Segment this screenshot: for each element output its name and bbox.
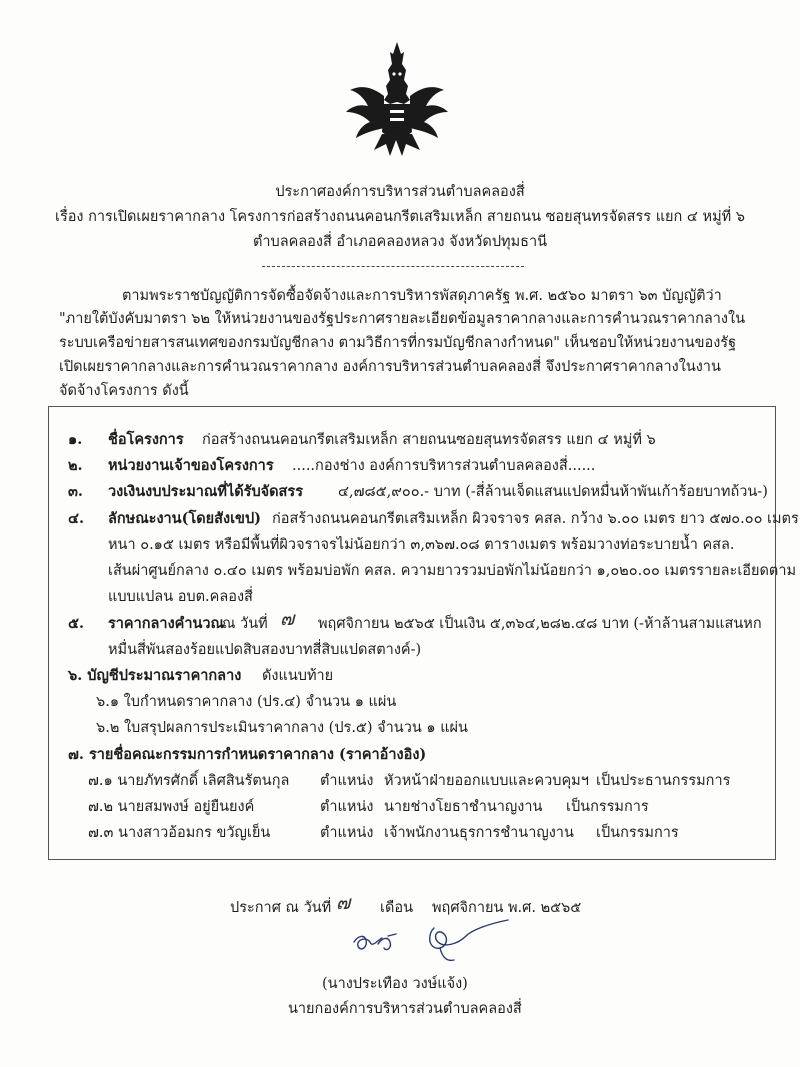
committee-position-label: ตำแหน่ง: [320, 773, 374, 789]
item-number: ๑.: [68, 431, 83, 448]
committee-position-label: ตำแหน่ง: [320, 825, 374, 841]
announce-month-label: เดือน: [380, 900, 413, 916]
project-name-label: ชื่อโครงการ: [108, 431, 184, 448]
garuda-emblem: [338, 40, 456, 160]
estimate-list-label: ๖. บัญชีประมาณราคากลาง: [68, 667, 242, 684]
announcement-title: ประกาศองค์การบริหารส่วนตำบลคลองสี่: [275, 184, 525, 200]
intro-line: ระบบเครือข่ายสารสนเทศของกรมบัญชีกลาง ตามวิธีการที่กรมบัญชีกลางกำหนด" เห็นชอบให้หน่วยงานของรัฐ: [59, 335, 737, 351]
committee-role: เป็นประธานกรรมการ: [596, 773, 731, 789]
budget-value: ๔,๗๘๕,๙๐๐.- บาท (-สี่ล้านเจ็ดแสนแปดหมื่นห้าพันเก้าร้อยบาทถ้วน-): [338, 484, 768, 500]
intro-line: "ภายใต้บังคับมาตรา ๖๒ ให้หน่วยงานของรัฐประกาศรายละเอียดข้อมูลราคากลางและการคำนวณราคากลางใน: [59, 311, 745, 327]
location-line: ตำบลคลองสี่ อำเภอคลองหลวง จังหวัดปทุมธานี: [252, 234, 548, 250]
committee-label: ๗. รายชื่อคณะกรรมการกำหนดราคากลาง (ราคาอ้างอิง): [68, 746, 427, 763]
work-description-value: ก่อสร้างถนนคอนกรีตเสริมเหล็ก ผิวจราจร คสล. กว้าง ๖.๐๐ เมตร ยาว ๕๗๐.๐๐ เมตร: [272, 511, 799, 527]
estimate-list-value: ดังแนบท้าย: [262, 668, 334, 684]
work-description-line: หนา ๐.๑๕ เมตร หรือมีพื้นที่ผิวจราจรไม่น้อยกว่า ๓,๓๖๗.๐๘ ตารางเมตร พร้อมวางท่อระบายน้ำ คสล.: [108, 537, 735, 553]
signer-name: (นางประเทือง วงษ์แจ้ง): [322, 976, 468, 992]
signer-title: นายกองค์การบริหารส่วนตำบลคลองสี่: [288, 1001, 522, 1017]
committee-position-label: ตำแหน่ง: [320, 799, 374, 815]
item-number: ๓.: [68, 483, 83, 500]
committee-member-name: ๗.๓ นางสาวอ้อมกร ขวัญเย็น: [88, 825, 271, 841]
committee-position: เจ้าพนักงานธุรการชำนาญงาน: [384, 825, 574, 841]
committee-role: เป็นกรรมการ: [596, 825, 679, 841]
committee-member-name: ๗.๒ นายสมพงษ์ อยู่ยืนยงค์: [88, 799, 255, 815]
intro-line: จัดจ้างโครงการ ดังนี้: [59, 383, 189, 399]
committee-role: เป็นกรรมการ: [566, 799, 649, 815]
budget-label: วงเงินงบประมาณที่ได้รับจัดสรร: [108, 483, 303, 500]
item-number: ๔.: [68, 510, 85, 527]
committee-position: หัวหน้าฝ่ายออกแบบและควบคุมฯ: [384, 773, 589, 789]
work-description-label: ลักษณะงาน(โดยสังเขป): [108, 510, 262, 527]
announce-date-label: ประกาศ ณ วันที่: [230, 900, 332, 916]
project-name-value: ก่อสร้างถนนคอนกรีตเสริมเหล็ก สายถนนซอยสุนทรจัดสรร แยก ๔ หมู่ที่ ๖: [202, 432, 656, 448]
attachment-item: ๖.๑ ใบกำหนดราคากลาง (ปร.๔) จำนวน ๑ แผ่น: [96, 694, 397, 710]
agency-value: .....กองช่าง องค์การบริหารส่วนตำบลคลองสี่......: [292, 458, 596, 474]
signature: [348, 918, 518, 968]
item-number: ๕.: [68, 615, 85, 632]
committee-position: นายช่างโยธาชำนาญงาน: [384, 799, 543, 815]
median-price-date-prefix: ณ วันที่: [222, 616, 268, 632]
handwritten-day: ๗: [336, 892, 351, 914]
median-price-line: หมื่นสี่พันสองร้อยแปดสิบสองบาทสี่สิบแปดสตางค์-): [108, 642, 422, 658]
item-number: ๒.: [68, 457, 83, 474]
work-description-line: แบบแปลน อบต.คลองสี่: [108, 589, 253, 605]
dashed-divider: [262, 266, 524, 267]
handwritten-day: ๗: [280, 608, 295, 630]
announce-month-year: พฤศจิกายน พ.ศ. ๒๕๖๕: [432, 900, 582, 916]
median-price-value: พฤศจิกายน ๒๕๖๕ เป็นเงิน ๕,๓๖๔,๒๘๒.๔๘ บาท (-ห้าล้านสามแสนหก: [318, 616, 762, 632]
intro-line: ตามพระราชบัญญัติการจัดซื้อจัดจ้างและการบริหารพัสดุภาครัฐ พ.ศ. ๒๕๖๐ มาตรา ๖๓ บัญญัติว่า: [122, 288, 722, 304]
work-description-line: เส้นผ่าศูนย์กลาง ๐.๔๐ เมตร พร้อมบ่อพัก คสล. ความยาวรวมบ่อพักไม่น้อยกว่า ๑,๐๒๐.๐๐ เมตรรายละเอียดตาม: [108, 563, 797, 579]
subject-line: เรื่อง การเปิดเผยราคากลาง โครงการก่อสร้างถนนคอนกรีตเสริมเหล็ก สายถนน ซอยสุนทรจัดสรร แยก ๔ หมู่ที่ ๖: [54, 209, 745, 225]
intro-line: เปิดเผยราคากลางและการคำนวณราคากลาง องค์การบริหารส่วนตำบลคลองสี่ จึงประกาศราคากลางในงาน: [59, 359, 721, 375]
attachment-item: ๖.๒ ใบสรุปผลการประเมินราคากลาง (ปร.๕) จำนวน ๑ แผ่น: [96, 720, 468, 736]
agency-label: หน่วยงานเจ้าของโครงการ: [108, 457, 274, 474]
median-price-label: ราคากลางคำนวณ: [108, 615, 225, 632]
committee-member-name: ๗.๑ นายภัทรศักดิ์ เลิศสินรัตนกุล: [88, 773, 290, 789]
